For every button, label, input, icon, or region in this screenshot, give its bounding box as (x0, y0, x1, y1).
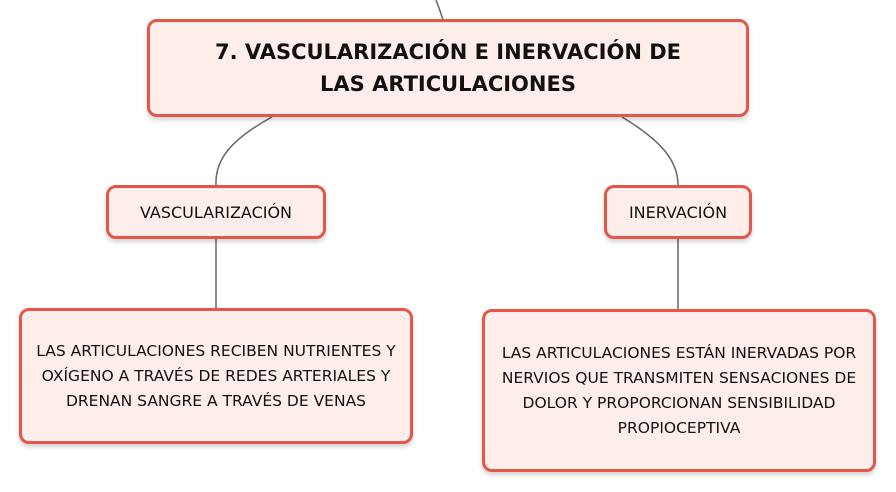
inervacion-detail-text: LAS ARTICULACIONES ESTÁN INERVADAS POR NERVIOS QUE TRANSMITEN SENSACIONES DE DOLOR Y PROPORCIONAN SENSIBILIDAD PROPIOCEPTIVA (501, 343, 857, 437)
inervacion-label: INERVACIÓN (628, 202, 728, 222)
inervacion-detail-node[interactable] (482, 309, 876, 472)
connector-incoming (436, 0, 443, 20)
inervacion-node[interactable] (604, 185, 752, 239)
connector-title-to-vascularizacion (216, 117, 272, 185)
vascularizacion-detail-text: LAS ARTICULACIONES RECIBEN NUTRIENTES Y OXÍGENO A TRAVÉS DE REDES ARTERIALES Y DRENAN SANGRE A TRAVÉS DE VENAS (36, 341, 396, 410)
vascularizacion-detail-node[interactable] (19, 308, 413, 444)
vascularizacion-label: VASCULARIZACIÓN (139, 202, 293, 222)
central-topic-text: 7. VASCULARIZACIÓN E INERVACIÓN DE LAS ARTICULACIONES (214, 40, 681, 96)
vascularizacion-node[interactable] (106, 185, 326, 239)
central-topic-node[interactable] (147, 19, 749, 117)
connector-title-to-inervacion (622, 117, 678, 185)
